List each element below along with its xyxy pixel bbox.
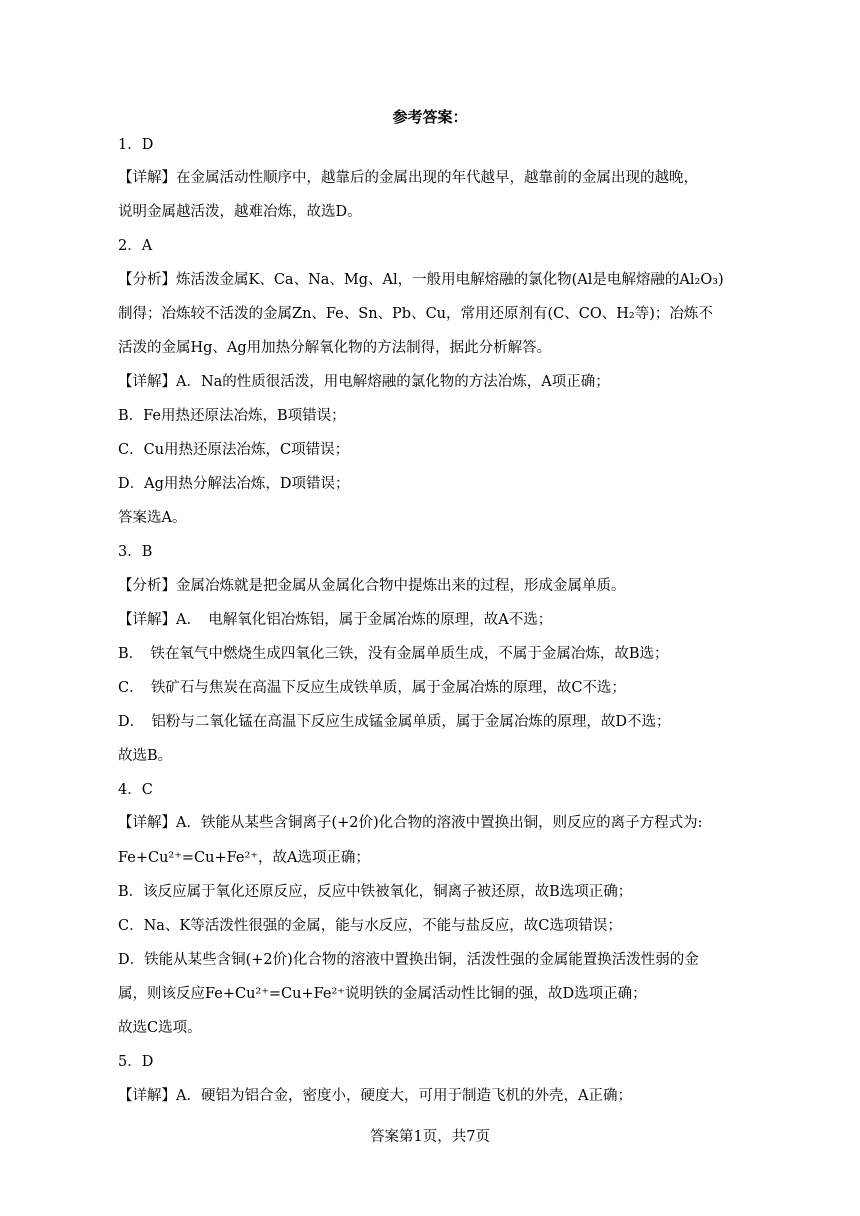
text-line: 说明金属越活泼，越难冶炼，故选D。 xyxy=(118,204,362,220)
text-line: C．Cu用热还原法冶炼，C项错误； xyxy=(118,442,350,458)
text-line: 制得；冶炼较不活泼的金属Zn、Fe、Sn、Pb、Cu，常用还原剂有(C、CO、H₂等)；冶炼不 xyxy=(118,306,713,322)
text-line: 故选B。 xyxy=(118,748,173,764)
text-line: C． 铁矿石与焦炭在高温下反应生成铁单质，属于金属冶炼的原理，故C不选； xyxy=(118,680,626,696)
text-line: 4．C xyxy=(118,782,153,798)
text-line: 答案选A。 xyxy=(118,510,187,526)
text-line: 3．B xyxy=(118,544,153,560)
text-line: 1．D xyxy=(118,137,154,153)
page-footer: 答案第1页，共7页 xyxy=(370,1129,490,1145)
text-line: D． 铝粉与二氧化锰在高温下反应生成锰金属单质，属于金属冶炼的原理，故D不选； xyxy=(118,714,671,730)
text-line: 活泼的金属Hg、Ag用加热分解氧化物的方法制得，据此分析解答。 xyxy=(118,340,552,356)
text-line: 属，则该反应Fe+Cu²⁺=Cu+Fe²⁺说明铁的金属活动性比铜的强，故D选项正确； xyxy=(118,986,647,1002)
page-title: 参考答案： xyxy=(392,108,468,126)
text-line: 故选C选项。 xyxy=(118,1020,202,1036)
text-line: 【详解】A．硬铝为铝合金，密度小，硬度大，可用于制造飞机的外壳，A正确； xyxy=(118,1088,632,1104)
text-line: 【详解】A． 电解氧化铝冶炼铝，属于金属冶炼的原理，故A不选； xyxy=(118,612,553,628)
text-line: C．Na、K等活泼性很强的金属，能与水反应，不能与盐反应，故C选项错误； xyxy=(118,918,622,934)
text-line: 【详解】在金属活动性顺序中，越靠后的金属出现的年代越早，越靠前的金属出现的越晚， xyxy=(118,170,698,186)
text-line: B． 铁在氧气中燃烧生成四氧化三铁，没有金属单质生成，不属于金属冶炼，故B选； xyxy=(118,646,669,662)
text-line: 【详解】A．Na的性质很活泼，用电解熔融的氯化物的方法冶炼，A项正确； xyxy=(118,374,610,390)
text-line: 【详解】A．铁能从某些含铜离子(+2价)化合物的溶液中置换出铜，则反应的离子方程式为: xyxy=(118,815,703,831)
text-line: 2．A xyxy=(118,238,153,254)
text-line: B．Fe用热还原法冶炼，B项错误； xyxy=(118,408,346,424)
text-line: 【分析】炼活泼金属K、Ca、Na、Mg、Al，一般用电解熔融的氯化物(Al是电解熔融的Al₂O₃) xyxy=(118,272,724,288)
text-line: D．铁能从某些含铜(+2价)化合物的溶液中置换出铜，活泼性强的金属能置换活泼性弱的金 xyxy=(118,952,699,968)
text-line: D．Ag用热分解法冶炼，D项错误； xyxy=(118,476,350,492)
text-line: Fe+Cu²⁺=Cu+Fe²⁺，故A选项正确； xyxy=(118,850,370,866)
text-line: 【分析】金属冶炼就是把金属从金属化合物中提炼出来的过程，形成金属单质。 xyxy=(118,578,626,594)
text-line: B．该反应属于氧化还原反应，反应中铁被氧化，铜离子被还原，故B选项正确； xyxy=(118,884,633,900)
text-line: 5．D xyxy=(118,1054,154,1070)
